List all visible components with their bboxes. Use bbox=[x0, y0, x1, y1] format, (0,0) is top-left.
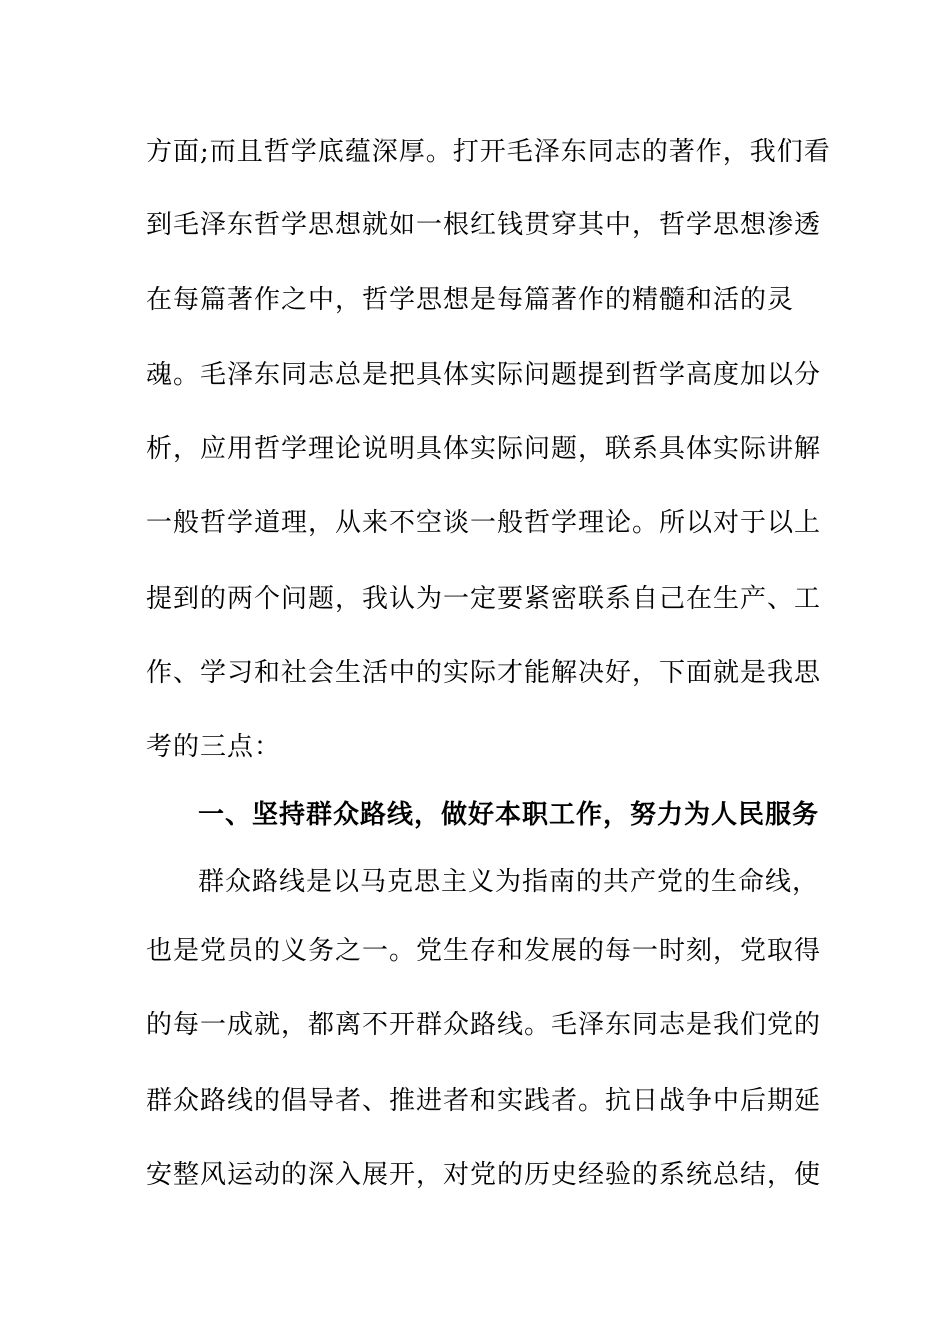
text-line: 群众路线是以马克思主义为指南的共产党的生命线， bbox=[198, 867, 820, 897]
text-line: 的每一成就，都离不开群众路线。毛泽东同志是我们党的 bbox=[146, 1010, 822, 1040]
section-heading: 一、坚持群众路线，做好本职工作，努力为人民服务 bbox=[198, 800, 820, 830]
text-line: 析，应用哲学理论说明具体实际问题，联系具体实际讲解 bbox=[146, 434, 822, 464]
text-line: 在每篇著作之中，哲学思想是每篇著作的精髓和活的灵 bbox=[146, 285, 795, 315]
text-line: 提到的两个问题，我认为一定要紧密联系自己在生产、工 bbox=[146, 584, 822, 614]
text-line: 到毛泽东哲学思想就如一根红钱贯穿其中，哲学思想渗透 bbox=[146, 210, 822, 240]
text-line: 安整风运动的深入展开，对党的历史经验的系统总结，使 bbox=[146, 1160, 822, 1190]
text-line: 考的三点： bbox=[146, 732, 282, 762]
text-line: 一般哲学道理，从来不空谈一般哲学理论。所以对于以上 bbox=[146, 508, 822, 538]
text-line: 方面;而且哲学底蕴深厚。打开毛泽东同志的著作，我们看 bbox=[146, 137, 831, 167]
text-line: 魂。毛泽东同志总是把具体实际问题提到哲学高度加以分 bbox=[146, 360, 822, 390]
text-line: 也是党员的义务之一。党生存和发展的每一时刻，党取得 bbox=[146, 936, 822, 966]
text-line: 作、学习和社会生活中的实际才能解决好，下面就是我思 bbox=[146, 658, 822, 688]
text-line: 群众路线的倡导者、推进者和实践者。抗日战争中后期延 bbox=[146, 1086, 822, 1116]
